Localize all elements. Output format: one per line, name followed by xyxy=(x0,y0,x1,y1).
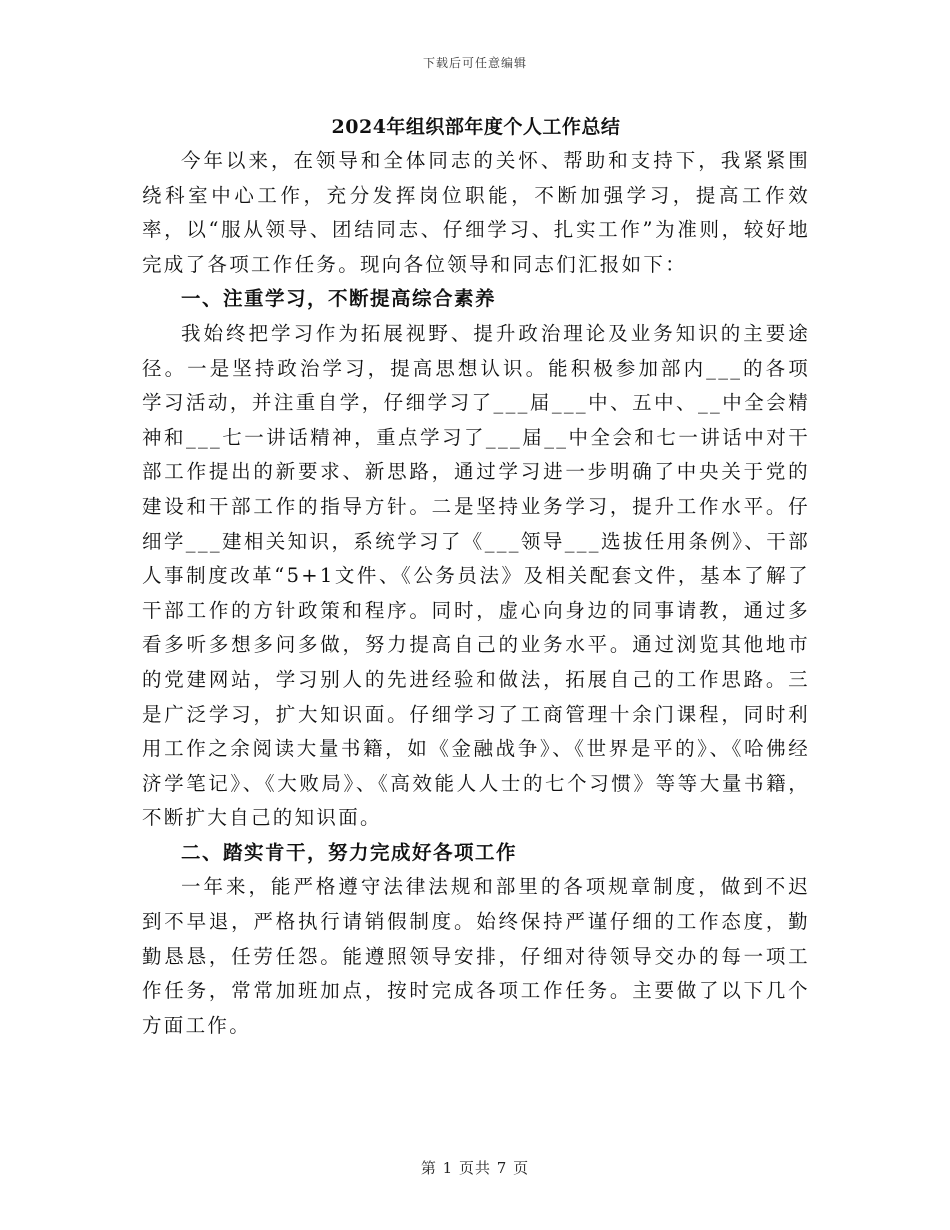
section-body-2: 一年来，能严格遵守法律法规和部里的各项规章制度，做到不迟到不早退，严格执行请销假制度。始终保持严谨仔细的工作态度，勤勤恳恳，任劳任怨。能遵照领导安排，仔细对待领导交办的每一项工作任务，常常加班加点，按时完成各项工作任务。主要做了以下几个方面工作。 xyxy=(142,875,810,1037)
section-heading-1: 一、注重学习，不断提高综合素养 xyxy=(181,287,497,311)
document-title: 2024年组织部年度个人工作总结 xyxy=(331,116,621,138)
section-body-1: 我始终把学习作为拓展视野、提升政治理论及业务知识的主要途径。一是坚持政治学习，提高思想认识。能积极参加部内___的各项学习活动，并注重自学，仔细学习了___届___中、五中、__中全会精神和___七一讲话精神，重点学习了___届__中全会和七一讲话中对干部工作提出的新要求、新思路，通过学习进一步明确了中央关于党的建设和干部工作的指导方针。二是坚持业务学习，提升工作水平。仔细学___建相关知识，系统学习了《___领导___选拔任用条例》、干部人事制度改革“5+1文件、《公务员法》及相关配套文件，基本了解了干部工作的方针政策和程序。同时，虚心向身边的同事请教，通过多看多听多想多问多做，努力提高自己的业务水平。通过浏览其他地市的党建网站，学习别人的先进经验和做法，拓展自己的工作思路。三是广泛学习，扩大知识面。仔细学习了工商管理十余门课程，同时利用工作之余阅读大量书籍，如《金融战争》、《世界是平的》、《哈佛经济学笔记》、《大败局》、《高效能人人士的七个习惯》等等大量书籍，不断扩大自己的知识面。 xyxy=(142,321,810,830)
intro-paragraph: 今年以来，在领导和全体同志的关怀、帮助和支持下，我紧紧围绕科室中心工作，充分发挥岗位职能，不断加强学习，提高工作效率，以“服从领导、团结同志、仔细学习、扎实工作”为准则，较好地完成了各项工作任务。现向各位领导和同志们汇报如下： xyxy=(142,149,810,276)
page-indicator: 第 1 页共 7 页 xyxy=(420,1159,530,1177)
header-note: 下载后可任意编辑 xyxy=(422,56,527,70)
document-body xyxy=(142,112,810,1043)
section-heading-2: 二、踏实肯干，努力完成好各项工作 xyxy=(181,840,518,864)
